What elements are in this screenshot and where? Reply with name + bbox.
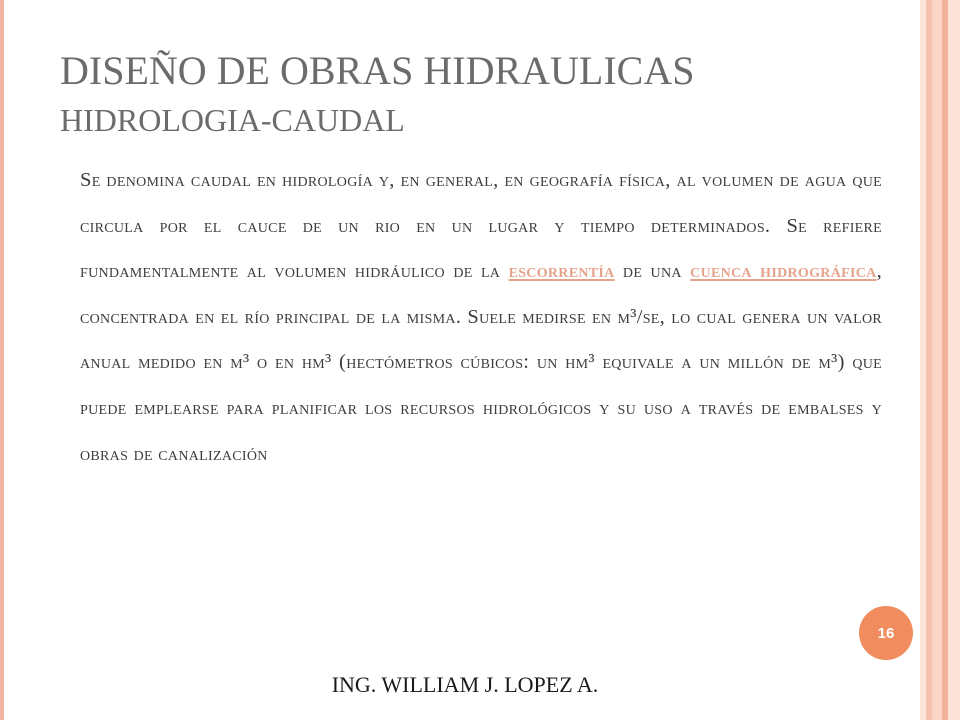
- page-number-badge: 16: [859, 606, 913, 660]
- decorative-stripes: [920, 0, 960, 720]
- body-text: Se denomina caudal en hidrología y, en general, en geografía física, al volumen de agua que circula por el cauce de un rio en un lugar y tiempo determinados. Se refiere fundamentalmente al volumen hidráulico de la: [80, 169, 882, 283]
- link-cuenca-hidrografica[interactable]: cuenca hidrográfica: [690, 260, 877, 283]
- slide-title: DISEÑO DE OBRAS HIDRAULICAS: [60, 48, 695, 93]
- body-paragraph: [80, 158, 882, 477]
- body-text: de una: [614, 260, 691, 283]
- stripe: [932, 0, 942, 720]
- body-text: , concentrada en el río principal de la misma. Suele medirse en m³/se, lo cual genera un valor anual medido en m³ o en hm³ (hectómetros cúbicos: un hm³ equivale a un millón de m³) que puede emplearse para planificar los recursos hidrológicos y su uso a través de embalses y obras de canalización: [80, 260, 882, 465]
- stripe: [948, 0, 960, 720]
- left-accent-rule: [0, 0, 4, 720]
- footer-author: ING. WILLIAM J. LOPEZ A.: [331, 672, 599, 697]
- slide-subtitle: HIDROLOGIA-CAUDAL: [60, 102, 405, 138]
- link-escorrentia[interactable]: escorrentía: [508, 260, 615, 283]
